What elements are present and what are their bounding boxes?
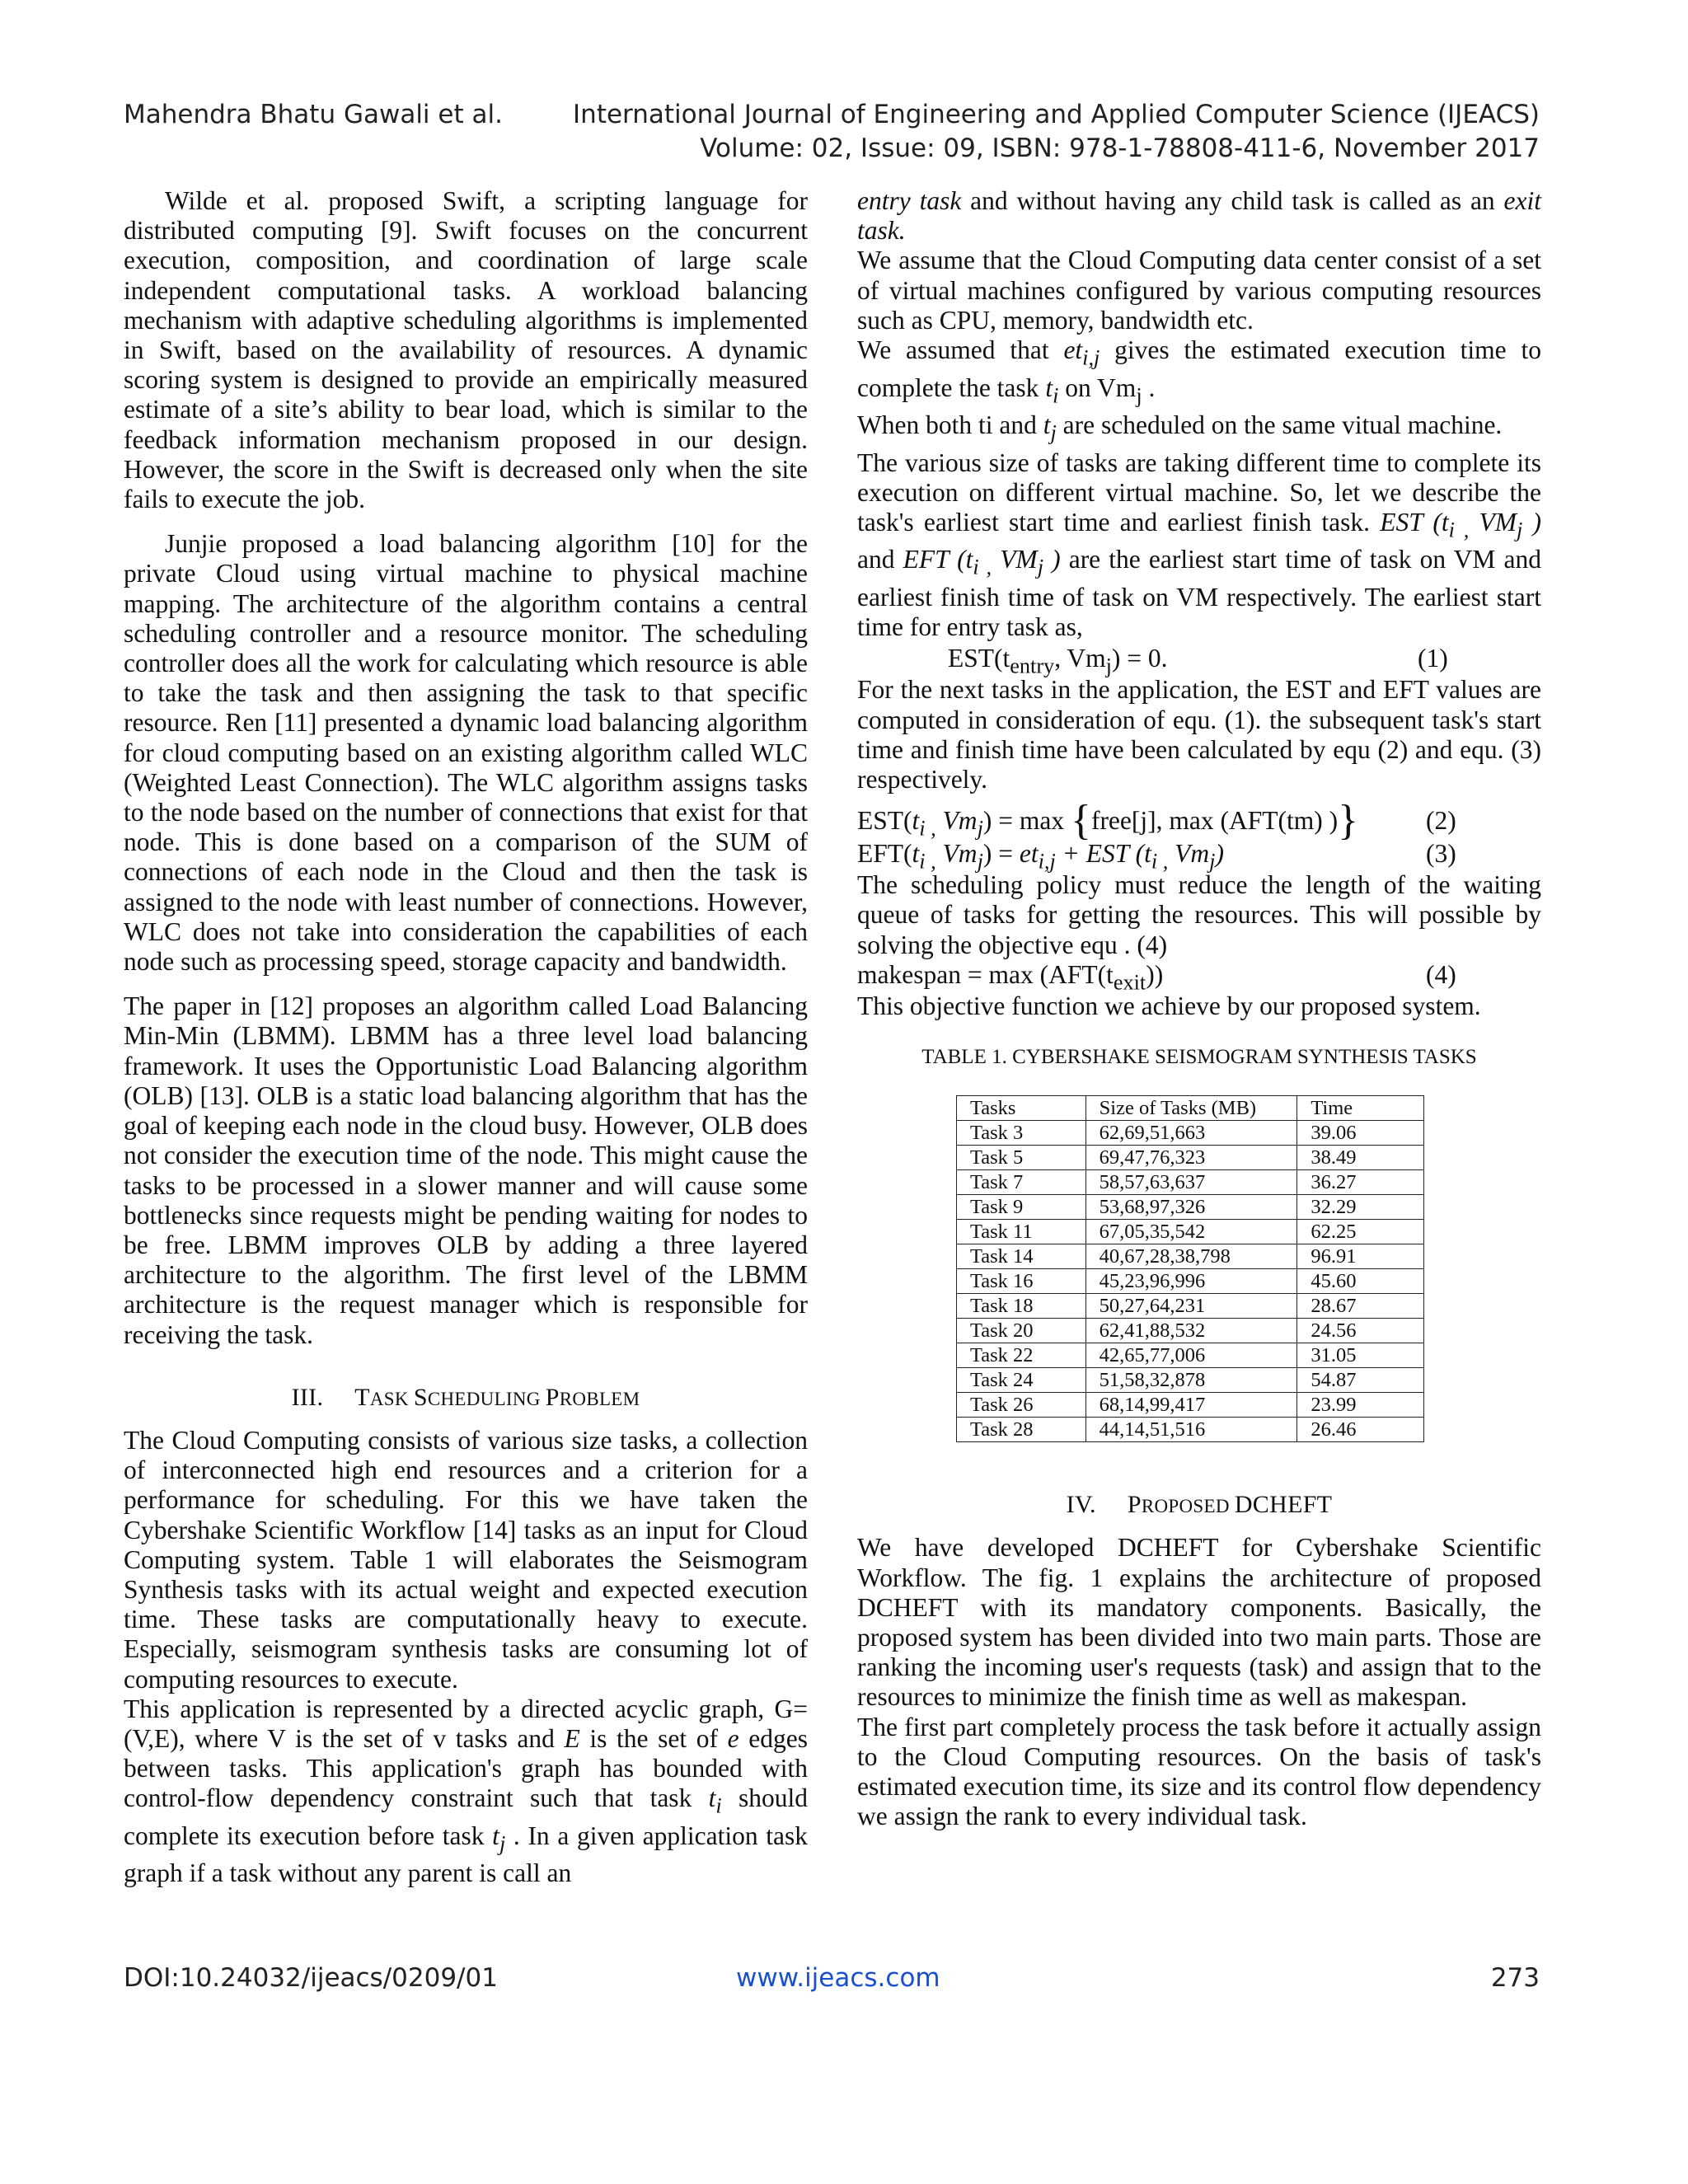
table-cell: 32.29 bbox=[1297, 1195, 1424, 1220]
paragraph-dag bbox=[124, 1694, 808, 1889]
math-subscript: i bbox=[1053, 382, 1059, 407]
math-subscript: j bbox=[1105, 654, 1112, 678]
term-exit-task: exit task. bbox=[857, 186, 1542, 246]
paragraph-lbmm: The paper in [12] proposes an algorithm called Load Balancing Min-Min (LBMM). LBMM has a three level load balancing framework. It uses the Opportunistic Load Balancing algorithm (OLB) [13]. OLB is a static load balancing algorithm that has the goal of keeping each node in the cloud busy. However, OLB does not consider the execution time of the node. This might cause the tasks to be processed in a slower manner and will cause some bottlenecks since requests might be pending waiting for nodes to be free. LBMM improves OLB by adding a three layered architecture to the algorithm. The first level of the LBMM architecture is the request manager which is responsible for receiving the task. bbox=[124, 991, 808, 1349]
table-cell: 26.46 bbox=[1297, 1418, 1424, 1442]
math-symbol: Vm bbox=[935, 806, 978, 836]
table-cell: 39.06 bbox=[1297, 1121, 1424, 1146]
text-run: We assumed that bbox=[857, 335, 1064, 365]
right-column bbox=[857, 186, 1541, 1831]
math-symbol: VM bbox=[992, 545, 1038, 574]
paragraph-execution-time bbox=[857, 335, 1541, 410]
table-cell: 36.27 bbox=[1297, 1170, 1424, 1195]
tasks-table-body bbox=[957, 1096, 1424, 1442]
text-run: )) bbox=[1146, 959, 1164, 989]
running-header-volume: Volume: 02, Issue: 09, ISBN: 978-1-78808-411-6, November 2017 bbox=[700, 134, 1540, 163]
table-cell: 68,14,99,417 bbox=[1085, 1393, 1297, 1418]
paragraph-assumption-vms: We assume that the Cloud Computing data center consist of a set of virtual machines configured by various computing resources such as CPU, memory, bandwidth etc. bbox=[857, 246, 1541, 335]
math-subscript: i , bbox=[919, 849, 936, 874]
text-run: EST( bbox=[857, 806, 912, 836]
table-header-row bbox=[957, 1096, 1424, 1121]
table-row bbox=[957, 1146, 1424, 1170]
footer-page-number: 273 bbox=[1490, 1963, 1540, 1993]
math-symbol: t bbox=[492, 1821, 499, 1850]
equation-4-body bbox=[857, 960, 1163, 998]
paragraph-same-vm bbox=[857, 410, 1541, 448]
running-header-authors: Mahendra Bhatu Gawali et al. bbox=[124, 100, 503, 129]
table-cell: 50,27,64,231 bbox=[1085, 1294, 1297, 1319]
left-column bbox=[124, 186, 808, 1889]
math-symbol: t bbox=[708, 1783, 716, 1813]
section-title-part: P bbox=[545, 1383, 560, 1411]
math-subscript: i , bbox=[1448, 518, 1470, 542]
table-row bbox=[957, 1368, 1424, 1393]
math-symbol: t bbox=[912, 839, 920, 869]
table-row bbox=[957, 1269, 1424, 1294]
section-title-part: S bbox=[413, 1383, 428, 1411]
table-header-cell: Size of Tasks (MB) bbox=[1085, 1096, 1297, 1121]
section-title-part: ROPOSED bbox=[1141, 1496, 1235, 1517]
math-subscript: j bbox=[499, 1831, 506, 1856]
text-run: ) = 0. bbox=[1111, 644, 1168, 673]
table-cell: Task 3 bbox=[957, 1121, 1086, 1146]
table-header-cell: Time bbox=[1297, 1096, 1424, 1121]
paragraph-junjie: Junjie proposed a load balancing algorithm [10] for the private Cloud using virtual machine to physical machine mapping. The architecture of the algorithm contains a central scheduling controller and a resource monitor. The scheduling controller does all the work for calculating which resource is able to take the task and then assigning the task to that specific resource. Ren [11] presented a dynamic load balancing algorithm for cloud computing based on an existing algorithm called WLC (Weighted Least Connection). The WLC algorithm assigns tasks to the node based on the number of connections that exist for that node. This is done based on a comparison of the SUM of connections of each node in the Cloud and then the task is assigned to the node with least number of connections. However, WLC does not take into consideration the capabilities of each node such as processing speed, storage capacity and bandwidth. bbox=[124, 529, 808, 977]
paragraph-first-part: The first part completely process the task before it actually assign to the Cloud Computing resources. On the basis of task's estimated execution time, its size and its control flow dependency we assign the rank to every individual task. bbox=[857, 1712, 1541, 1831]
footer-website-link[interactable]: www.ijeacs.com bbox=[736, 1963, 940, 1993]
table-cell: 58,57,63,637 bbox=[1085, 1170, 1297, 1195]
text-run: gives the estimated execution time to complete the task bbox=[857, 335, 1541, 402]
text-run: EFT( bbox=[857, 839, 912, 869]
table-cell: 96.91 bbox=[1297, 1244, 1424, 1269]
math-symbol: Vm bbox=[1168, 839, 1210, 869]
table-cell: Task 11 bbox=[957, 1220, 1086, 1244]
left-brace: { bbox=[1070, 797, 1091, 845]
math-symbol: t bbox=[1045, 373, 1053, 402]
math-subscript: i,j bbox=[1082, 345, 1100, 370]
math-subscript: i , bbox=[919, 816, 936, 841]
equation-1 bbox=[857, 642, 1541, 678]
table-cell: 51,58,32,878 bbox=[1085, 1368, 1297, 1393]
math-symbol: + EST (t bbox=[1055, 839, 1151, 869]
math-subscript: i , bbox=[1151, 849, 1169, 874]
text-run: are the earliest start time of task on VM and earliest finish time of task on VM respectively. The earliest start time for entry task as, bbox=[857, 545, 1542, 642]
math-subscript: j bbox=[1050, 420, 1057, 445]
math-symbol: ) bbox=[1043, 545, 1061, 574]
text-run: and without having any child task is called as an bbox=[961, 186, 1504, 215]
text-run: should complete its execution before task bbox=[124, 1783, 808, 1850]
paragraph-cloud-computing: The Cloud Computing consists of various size tasks, a collection of interconnected high end resources and a criterion for a performance for scheduling. For this we have taken the Cybershake Scientific Workflow [14] tasks as an input for Cloud Computing system. Table 1 will elaborates the Seismogram Synthesis tasks with its actual weight and expected execution time. These tasks are computationally heavy to execute. Especially, seismogram synthesis tasks are consuming lot of computing resources to execute. bbox=[124, 1425, 808, 1694]
equation-2-number: (2) bbox=[1426, 806, 1456, 836]
section-title-part: ROBLEM bbox=[559, 1388, 640, 1409]
table-row bbox=[957, 1121, 1424, 1146]
text-run: EST(t bbox=[948, 644, 1010, 673]
table-row bbox=[957, 1244, 1424, 1269]
table-cell: 44,14,51,516 bbox=[1085, 1418, 1297, 1442]
text-run: is the set of bbox=[579, 1723, 728, 1753]
math-symbol: ) bbox=[1522, 507, 1542, 537]
math-symbol: et bbox=[1019, 839, 1039, 869]
section-title-part: CHEDULING bbox=[427, 1388, 546, 1409]
table-cell: Task 16 bbox=[957, 1269, 1086, 1294]
table-cell: Task 9 bbox=[957, 1195, 1086, 1220]
table-cell: 53,68,97,326 bbox=[1085, 1195, 1297, 1220]
section-title-part: DCHEFT bbox=[1234, 1491, 1333, 1519]
table-header-cell: Tasks bbox=[957, 1096, 1086, 1121]
text-run: ) = max bbox=[982, 806, 1071, 836]
right-brace: } bbox=[1338, 797, 1359, 845]
table-cell: 69,47,76,323 bbox=[1085, 1146, 1297, 1170]
table-row bbox=[957, 1170, 1424, 1195]
table-row bbox=[957, 1418, 1424, 1442]
running-header-journal: International Journal of Engineering and Applied Computer Science (IJEACS) bbox=[573, 100, 1540, 129]
text-run: free[j], max (AFT(tm) ) bbox=[1090, 806, 1339, 836]
math-symbol: ) bbox=[1215, 839, 1224, 869]
table-cell: 24.56 bbox=[1297, 1319, 1424, 1343]
table-row bbox=[957, 1220, 1424, 1244]
table-cell: 45,23,96,996 bbox=[1085, 1269, 1297, 1294]
math-symbol: Vm bbox=[935, 839, 978, 869]
footer-doi: DOI:10.24032/ijeacs/0209/01 bbox=[124, 1963, 498, 1993]
math-symbol: VM bbox=[1469, 507, 1517, 537]
math-subscript: j bbox=[977, 849, 983, 874]
math-symbol: t bbox=[1043, 410, 1051, 440]
section-number: III. bbox=[291, 1383, 324, 1411]
equation-3-number: (3) bbox=[1426, 839, 1456, 869]
text-run: and bbox=[857, 545, 903, 574]
math-symbol: et bbox=[1063, 335, 1083, 365]
math-symbol: EST (t bbox=[1380, 507, 1449, 537]
table-cell: 62,69,51,663 bbox=[1085, 1121, 1297, 1146]
table-row bbox=[957, 1195, 1424, 1220]
equation-3 bbox=[857, 839, 1541, 874]
table-row bbox=[957, 1393, 1424, 1418]
math-subscript: entry bbox=[1010, 654, 1055, 678]
equation-1-body bbox=[948, 644, 1168, 682]
table-cell: 62.25 bbox=[1297, 1220, 1424, 1244]
text-run: When both ti and bbox=[857, 410, 1043, 440]
table-cell: 38.49 bbox=[1297, 1146, 1424, 1170]
equation-2-body bbox=[857, 797, 1359, 845]
section-title-part: ASK bbox=[369, 1388, 414, 1409]
math-symbol: e bbox=[727, 1723, 739, 1753]
table-cell: 42,65,77,006 bbox=[1085, 1343, 1297, 1368]
table-cell: Task 28 bbox=[957, 1418, 1086, 1442]
math-symbol: EFT (t bbox=[903, 545, 973, 574]
table-cell: Task 18 bbox=[957, 1294, 1086, 1319]
table-cell: Task 22 bbox=[957, 1343, 1086, 1368]
text-run: . In a given application task graph if a task without any parent is call an bbox=[124, 1821, 808, 1888]
term-entry-task: entry task bbox=[857, 186, 962, 215]
table-cell: Task 14 bbox=[957, 1244, 1086, 1269]
text-run: The various size of tasks are taking different time to complete its execution on different virtual machine. So, let we describe the task's earliest start time and earliest finish task. bbox=[857, 448, 1541, 537]
math-subscript: i,j bbox=[1038, 849, 1056, 874]
table-cell: Task 24 bbox=[957, 1368, 1086, 1393]
text-run: . bbox=[1142, 373, 1156, 402]
tasks-table bbox=[956, 1095, 1424, 1442]
section-heading-task-scheduling bbox=[124, 1383, 808, 1414]
math-subscript: j bbox=[1209, 849, 1216, 874]
table-row bbox=[957, 1294, 1424, 1319]
equation-4-number: (4) bbox=[1426, 959, 1456, 989]
section-title-part: P bbox=[1127, 1491, 1142, 1519]
table-cell: 67,05,35,542 bbox=[1085, 1220, 1297, 1244]
math-subscript: j bbox=[977, 816, 983, 841]
text-run: are scheduled on the same vitual machine. bbox=[1056, 410, 1503, 440]
equation-1-number: (1) bbox=[1418, 644, 1448, 673]
paragraph-subsequent-tasks: For the next tasks in the application, the EST and EFT values are computed in consideration of equ. (1). the subsequent task's start time and finish time have been calculated by equ (2) and equ. (3) respectively. bbox=[857, 675, 1541, 794]
equation-4 bbox=[857, 959, 1541, 995]
math-symbol: E bbox=[564, 1723, 580, 1753]
math-subscript: i bbox=[715, 1793, 722, 1818]
math-symbol: t bbox=[912, 806, 920, 836]
math-subscript: j bbox=[1517, 518, 1523, 542]
paragraph-entry-exit bbox=[857, 186, 1541, 246]
text-run: ) = bbox=[982, 839, 1020, 869]
equation-2 bbox=[857, 797, 1541, 845]
equation-3-body bbox=[857, 839, 1224, 877]
table-cell: 40,67,28,38,798 bbox=[1085, 1244, 1297, 1269]
paragraph-swift: Wilde et al. proposed Swift, a scripting language for distributed computing [9]. Swift focuses on the concurrent execution, composition, and coordination of large scale independent computational tasks. A workload balancing mechanism with adaptive scheduling algorithms is implemented in Swift, based on the availability of resources. A dynamic scoring system is designed to provide an empirically measured estimate of a site’s ability to bear load, which is similar to the feedback information mechanism proposed in our design. However, the score in the Swift is decreased only when the site fails to execute the job. bbox=[124, 186, 808, 514]
math-subscript: i , bbox=[973, 555, 992, 579]
text-run: makespan = max (AFT(t bbox=[857, 959, 1114, 989]
text-run: edges between tasks. This application's graph has bounded with control-flow dependency constraint such that task bbox=[124, 1723, 808, 1813]
table-cell: 31.05 bbox=[1297, 1343, 1424, 1368]
table-caption: TABLE 1. CYBERSHAKE SEISMOGRAM SYNTHESIS TASKS bbox=[921, 1045, 1477, 1068]
paragraph-scheduling-policy: The scheduling policy must reduce the length of the waiting queue of tasks for getting the resources. This will possible by solving the objective equ . (4) bbox=[857, 870, 1541, 959]
table-cell: 23.99 bbox=[1297, 1393, 1424, 1418]
text-run: This application is represented by a directed acyclic graph, G=(V,E), where V is the set of v tasks and bbox=[124, 1694, 808, 1753]
table-row bbox=[957, 1343, 1424, 1368]
table-row bbox=[957, 1319, 1424, 1343]
table-cell: Task 26 bbox=[957, 1393, 1086, 1418]
paragraph-objective: This objective function we achieve by our proposed system. bbox=[857, 991, 1481, 1020]
table-cell: 45.60 bbox=[1297, 1269, 1424, 1294]
text-run: on Vm bbox=[1058, 373, 1137, 402]
section-heading-proposed-dcheft bbox=[857, 1490, 1541, 1521]
math-subscript: j bbox=[1037, 555, 1043, 579]
paragraph-dcheft-intro: We have developed DCHEFT for Cybershake Scientific Workflow. The fig. 1 explains the architecture of proposed DCHEFT with its mandatory components. Basically, the proposed system has been divided into two main parts. Those are ranking the incoming user's requests (task) and assign that to the resources to minimize the finish time as well as makespan. bbox=[857, 1533, 1541, 1712]
table-cell: Task 5 bbox=[957, 1146, 1086, 1170]
section-number: IV. bbox=[1066, 1491, 1096, 1519]
math-subscript: exit bbox=[1113, 970, 1146, 995]
table-cell: Task 20 bbox=[957, 1319, 1086, 1343]
paragraph-est-eft bbox=[857, 448, 1541, 643]
math-subscript: j bbox=[1136, 382, 1142, 407]
table-cell: Task 7 bbox=[957, 1170, 1086, 1195]
section-title-part: T bbox=[354, 1383, 370, 1411]
table-cell: 54.87 bbox=[1297, 1368, 1424, 1393]
text-run: , Vm bbox=[1054, 644, 1106, 673]
table-cell: 62,41,88,532 bbox=[1085, 1319, 1297, 1343]
table-cell: 28.67 bbox=[1297, 1294, 1424, 1319]
